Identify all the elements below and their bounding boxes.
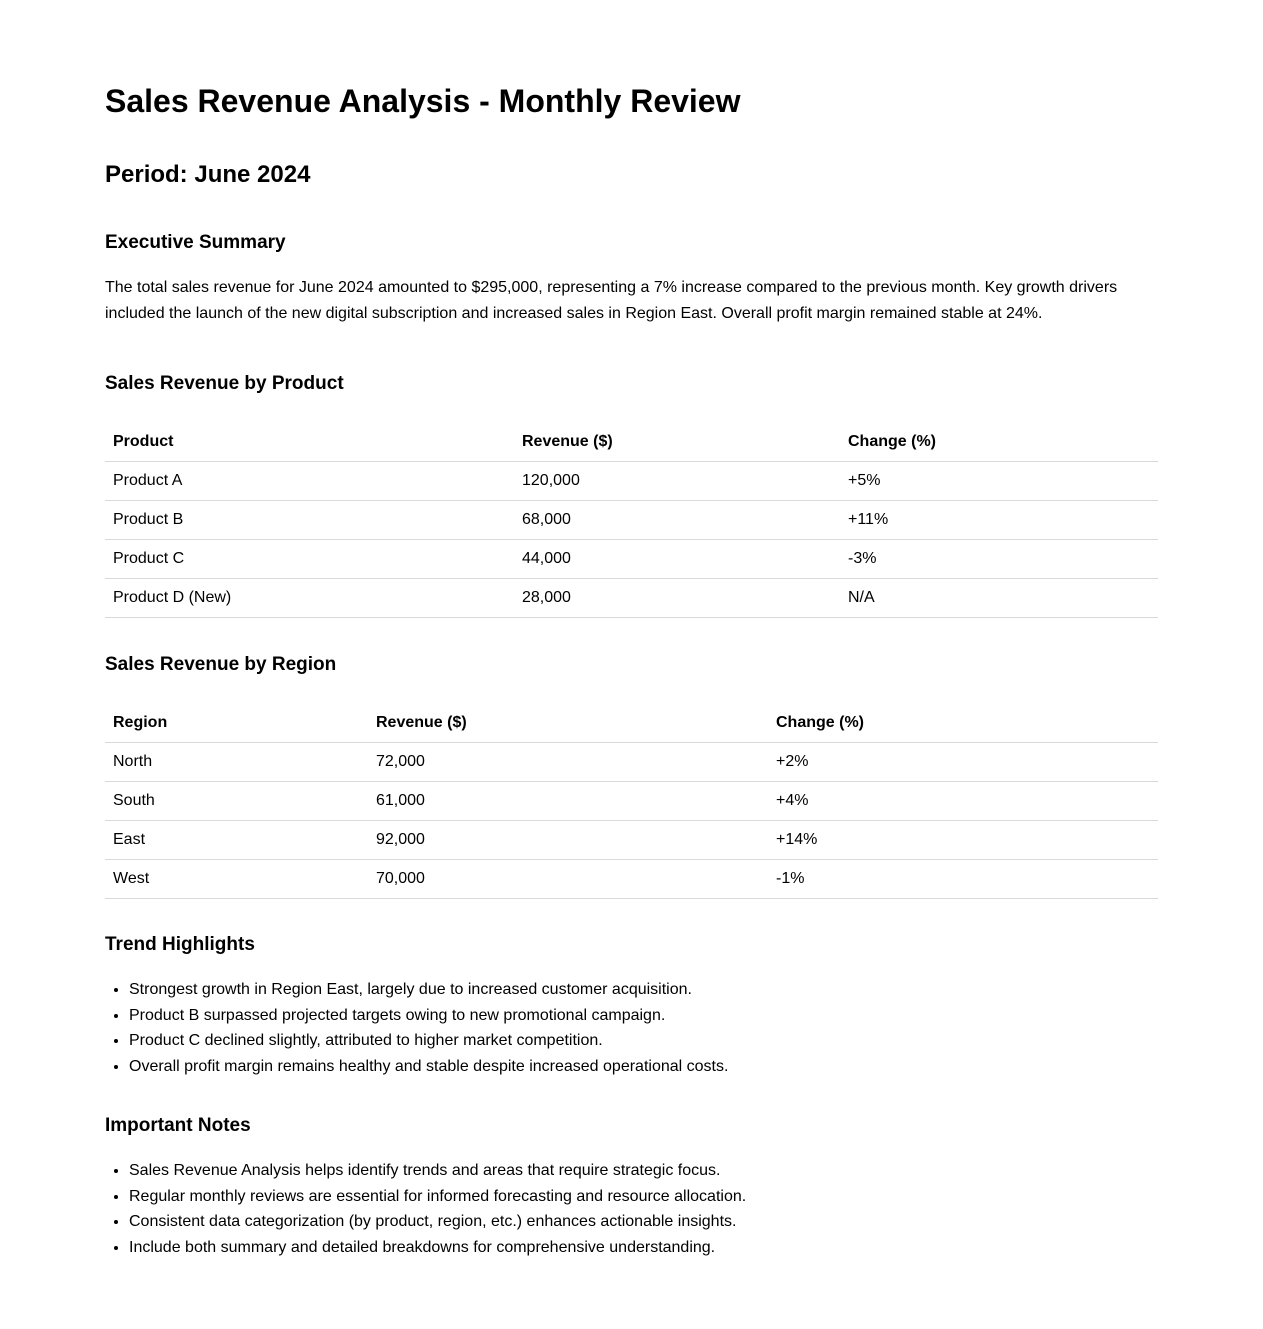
page-title: Sales Revenue Analysis - Monthly Review <box>105 83 741 119</box>
product-revenue: 28,000 <box>514 579 840 618</box>
product-name: Product A <box>105 462 514 501</box>
list-item: • Sales Revenue Analysis helps identify trends and areas that require strategic focus. <box>129 1158 1158 1184</box>
product-table-heading: Sales Revenue by Product <box>105 373 344 394</box>
table-header-row <box>105 703 1158 743</box>
region-revenue: 92,000 <box>368 821 768 860</box>
product-revenue: 44,000 <box>514 540 840 579</box>
region-name: West <box>105 860 368 899</box>
list-item: • Product C declined slightly, attributed to higher market competition. <box>129 1028 1158 1054</box>
product-change: +11% <box>840 501 1158 540</box>
table-row <box>105 579 1158 618</box>
region-change: +2% <box>768 743 1158 782</box>
column-header-product: Product <box>105 422 514 462</box>
product-name: Product D (New) <box>105 579 514 618</box>
region-revenue: 72,000 <box>368 743 768 782</box>
important-notes-heading: Important Notes <box>105 1115 251 1136</box>
important-notes-list <box>105 1158 1158 1260</box>
region-revenue: 61,000 <box>368 782 768 821</box>
executive-summary-text: The total sales revenue for June 2024 amounted to $295,000, representing a 7% increase compared to the previous month. Key growth drivers included the launch of the new digital subscription and increased sales in Region East. Overall profit margin remained stable at 24%. <box>105 279 1118 322</box>
table-row <box>105 501 1158 540</box>
region-revenue: 70,000 <box>368 860 768 899</box>
product-revenue: 68,000 <box>514 501 840 540</box>
list-item: • Product B surpassed projected targets owing to new promotional campaign. <box>129 1003 1158 1029</box>
table-row <box>105 860 1158 899</box>
list-item: • Regular monthly reviews are essential for informed forecasting and resource allocation. <box>129 1184 1158 1210</box>
period-heading: Period: June 2024 <box>105 161 311 188</box>
region-change: +14% <box>768 821 1158 860</box>
product-revenue: 120,000 <box>514 462 840 501</box>
table-row <box>105 540 1158 579</box>
list-item: • Strongest growth in Region East, largely due to increased customer acquisition. <box>129 977 1158 1003</box>
region-revenue-table <box>105 703 1158 899</box>
document-page <box>105 0 1158 1260</box>
region-change: -1% <box>768 860 1158 899</box>
region-table-heading: Sales Revenue by Region <box>105 654 337 675</box>
executive-summary-heading: Executive Summary <box>105 232 286 253</box>
trend-highlights-heading: Trend Highlights <box>105 934 255 955</box>
table-row <box>105 782 1158 821</box>
list-item: • Include both summary and detailed breakdowns for comprehensive understanding. <box>129 1235 1158 1261</box>
product-change: -3% <box>840 540 1158 579</box>
table-row <box>105 462 1158 501</box>
table-row <box>105 821 1158 860</box>
region-name: South <box>105 782 368 821</box>
column-header-revenue: Revenue ($) <box>368 703 768 743</box>
product-name: Product B <box>105 501 514 540</box>
region-name: East <box>105 821 368 860</box>
column-header-region: Region <box>105 703 368 743</box>
product-change: +5% <box>840 462 1158 501</box>
table-row <box>105 743 1158 782</box>
trend-highlights-list <box>105 977 1158 1079</box>
column-header-change: Change (%) <box>768 703 1158 743</box>
product-change: N/A <box>840 579 1158 618</box>
product-revenue-table <box>105 422 1158 618</box>
list-item: • Consistent data categorization (by product, region, etc.) enhances actionable insights. <box>129 1209 1158 1235</box>
column-header-revenue: Revenue ($) <box>514 422 840 462</box>
list-item: • Overall profit margin remains healthy and stable despite increased operational costs. <box>129 1054 1158 1080</box>
region-name: North <box>105 743 368 782</box>
region-change: +4% <box>768 782 1158 821</box>
column-header-change: Change (%) <box>840 422 1158 462</box>
table-header-row <box>105 422 1158 462</box>
product-name: Product C <box>105 540 514 579</box>
